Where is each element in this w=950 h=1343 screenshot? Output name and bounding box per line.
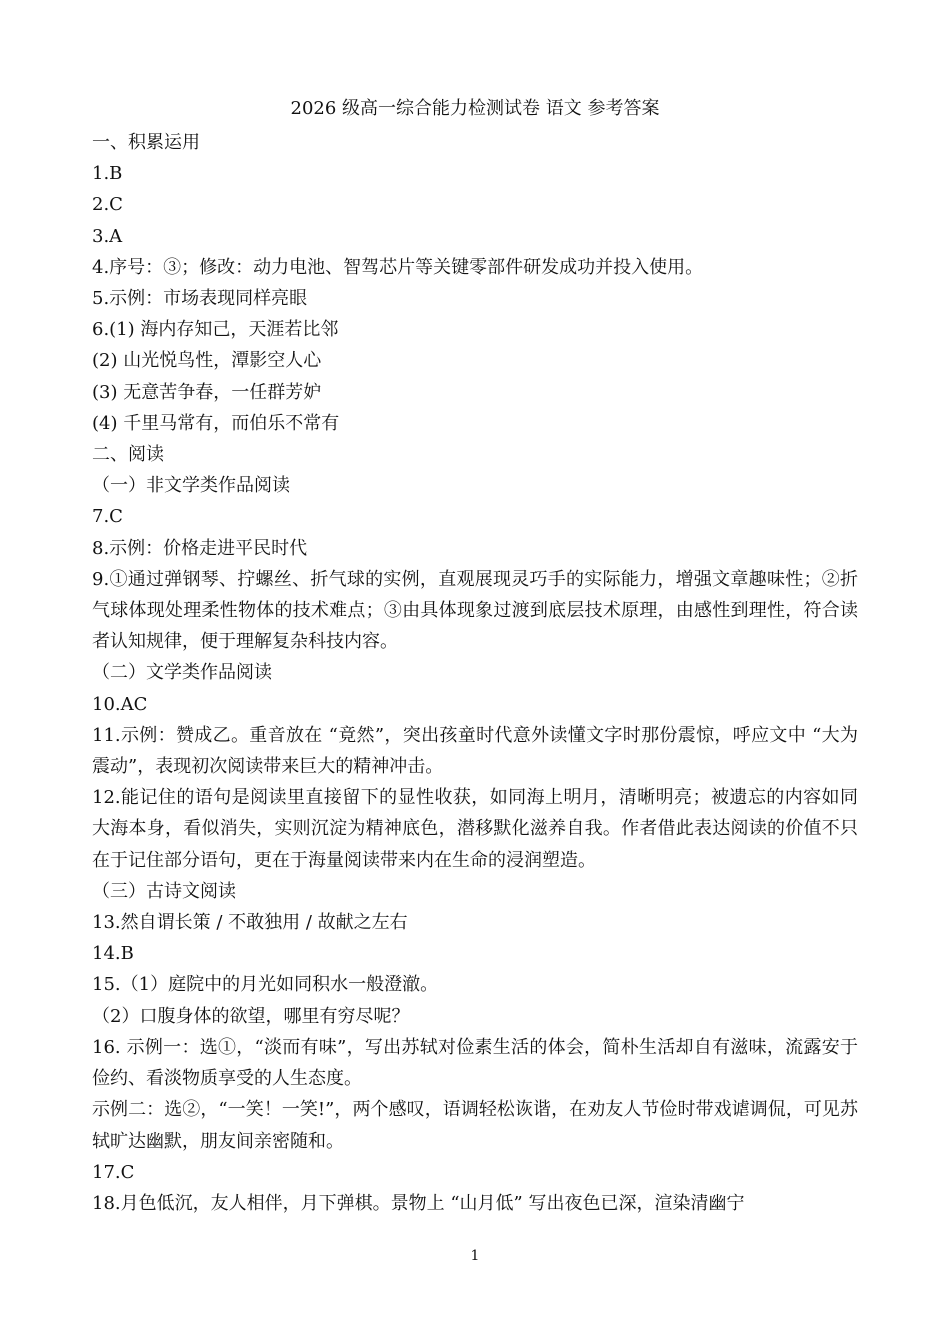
subsection-heading: （三）古诗文阅读 — [92, 880, 236, 902]
answer-line: 10.AC — [92, 693, 148, 715]
answer-paragraph: 9.①通过弹钢琴、拧螺丝、折气球的实例，直观展现灵巧手的实际能力，增强文章趣味性；②折气球体现处理柔性物体的技术难点；③由具体现象过渡到底层技术原理，由感性到理性，符合读者认知规律，便于理解复杂科技内容。 — [92, 568, 858, 653]
answer-line: （2）口腹身体的欲望，哪里有穷尽呢？ — [92, 1005, 410, 1027]
page-number: 1 — [470, 1248, 480, 1264]
answer-line: 13.然自谓长策 / 不敢独用 / 故献之左右 — [92, 912, 408, 934]
answer-line: 7.C — [92, 506, 123, 528]
answer-line: 17.C — [92, 1161, 135, 1183]
answer-line: 14.B — [92, 943, 134, 965]
subsection-heading: （一）非文学类作品阅读 — [92, 475, 290, 497]
answer-line: 8.示例：价格走进平民时代 — [92, 537, 308, 559]
answer-line: 2.C — [92, 194, 123, 216]
answer-line: 6.(1) 海内存知己，天涯若比邻 — [92, 319, 339, 341]
document-title: 2026 级高一综合能力检测试卷 语文 参考答案 — [290, 98, 660, 119]
answer-paragraph: 12.能记住的语句是阅读里直接留下的显性收获，如同海上明月，清晰明亮；被遗忘的内容如同大海本身，看似消失，实则沉淀为精神底色，潜移默化滋养自我。作者借此表达阅读的价值不只在于记住部分语句，更在于海量阅读带来内在生命的浸润塑造。 — [92, 787, 858, 871]
answer-line: 4.序号：③；修改：动力电池、智驾芯片等关键零部件研发成功并投入使用。 — [92, 256, 704, 278]
answer-paragraph: 16. 示例一：选①，“淡而有味”，写出苏轼对俭素生活的体会，简朴生活却自有滋味，流露安于俭约、看淡物质享受的人生态度。 — [92, 1036, 858, 1090]
answer-paragraph: 11.示例：赞成乙。重音放在 “竟然”，突出孩童时代意外读懂文字时那份震惊，呼应文中 “大为震动”，表现初次阅读带来巨大的精神冲击。 — [92, 724, 858, 778]
answer-body — [92, 127, 858, 1219]
section-heading: 一、积累运用 — [92, 132, 200, 153]
answer-line: 5.示例：市场表现同样亮眼 — [92, 288, 308, 310]
answer-paragraph: 示例二：选②，“一笑！一笑!”，两个感叹，语调轻松诙谐，在劝友人节俭时带戏谑调侃，可见苏轼旷达幽默，朋友间亲密随和。 — [92, 1099, 858, 1152]
answer-line: (2) 山光悦鸟性，潭影空人心 — [92, 350, 322, 372]
section-heading: 二、阅读 — [92, 444, 164, 466]
answer-line: (4) 千里马常有，而伯乐不常有 — [92, 412, 340, 434]
answer-line: 15.（1）庭院中的月光如同积水一般澄澈。 — [92, 974, 439, 996]
answer-line: 18.月色低沉，友人相伴，月下弹棋。景物上 “山月低” 写出夜色已深，渲染清幽宁 — [92, 1192, 745, 1214]
answer-line: 3.A — [92, 225, 123, 247]
subsection-heading: （二）文学类作品阅读 — [92, 662, 272, 684]
answer-line: 1.B — [92, 163, 123, 185]
answer-line: (3) 无意苦争春，一任群芳妒 — [92, 381, 322, 403]
